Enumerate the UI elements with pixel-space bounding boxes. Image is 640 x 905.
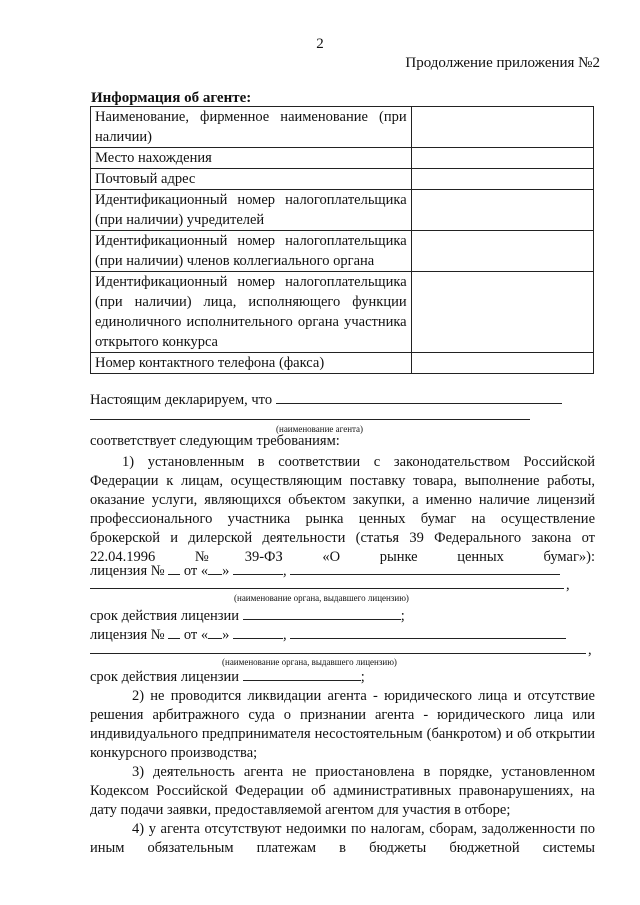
requirement-3: 3) деятельность агента не приостановлена в порядке, установленном Кодексом Российской Федерации об административных правонарушениях, на дату подачи заявки, предоставляемой агентом для участия в отборе; [90,764,595,818]
table-row [91,231,594,272]
license-day-blank[interactable] [208,562,222,575]
license-from: от « [183,563,209,579]
row-label-location: Место нахождения [91,148,412,169]
table-row [91,148,594,169]
license-close: » [222,563,230,579]
declaration-line [90,391,562,409]
license-1-comma: , [566,577,570,593]
row-label-name: Наименование, фирменное наименование (при наличии) [91,107,412,148]
requirement-2: 2) не проводится ликвидации агента - юридического лица и отсутствие решения арбитражного суда о признании агента - юридического лица или индивидуального предпринимателя несостоятельным (банкротом) и об открытии конкурсного производства; [90,688,595,761]
row-value-cell [411,148,593,169]
row-label-postal-address: Почтовый адрес [91,169,412,190]
license-2-authority-line[interactable] [90,653,586,654]
license-close: » [222,627,230,643]
agent-name-blank[interactable] [276,391,562,404]
row-value-cell [411,231,593,272]
license-authority-blank[interactable] [290,626,566,639]
agent-name-caption: (наименование агента) [276,424,364,434]
license-from: от « [183,627,209,643]
row-value-cell [411,107,593,148]
license-label: лицензия № [90,563,165,579]
row-label-inn-executive: Идентификационный номер налогоплательщика (при наличии) лица, исполняющего функции единоличного исполнительного органа участника открытого конкурса [91,272,412,353]
row-value-cell [411,169,593,190]
validity-label: срок действия лицензии [90,608,240,624]
license-1-line [90,562,560,580]
row-value-cell [411,353,593,374]
row-value-cell [411,190,593,231]
requirement-1: 1) установленным в соответствии с законодательством Российской Федерации к лицам, осуществляющим поставку товара, выполнение работы, оказание услуги, являющихся объектом закупки, а именно наличие лицензий профессионального участника рынка ценных бумаг на осуществление брокерской и дилерской деятельности (статья 39 Федерального закона от 22.04.1996 №39-ФЗ «О рынке ценных бумаг»): [90,454,595,565]
row-value-cell [411,272,593,353]
conforms-text: соответствует следующим требованиям: [90,433,340,449]
row-label-inn-board: Идентификационный номер налогоплательщика (при наличии) членов коллегиального органа [91,231,412,272]
row-label-phone: Номер контактного телефона (факса) [91,353,412,374]
table-row [91,169,594,190]
validity-semicolon: ; [400,608,405,624]
validity-label: срок действия лицензии [90,669,240,685]
license-1-authority-caption: (наименование органа, выдавшего лицензию) [234,593,409,603]
page-number: 2 [316,36,324,52]
license-2-comma: , [588,642,592,658]
license-2-validity [90,668,365,686]
table-row [91,107,594,148]
license-month-blank[interactable] [233,562,283,575]
license-1-authority-line[interactable] [90,588,564,589]
license-label: лицензия № [90,627,165,643]
requirement-4: 4) у агента отсутствуют недоимки по налогам, сборам, задолженности по иным обязательным платежам в бюджеты бюджетной системы [90,821,595,856]
validity-blank[interactable] [243,668,361,681]
license-number-blank[interactable] [168,562,180,575]
validity-semicolon: ; [360,669,365,685]
validity-blank[interactable] [243,607,401,620]
license-2-authority-caption: (наименование органа, выдавшего лицензию) [222,657,397,667]
license-day-blank[interactable] [208,626,222,639]
appendix-title: Продолжение приложения №2 [405,55,600,71]
license-month-blank[interactable] [233,626,283,639]
table-row [91,272,594,353]
declaration-prefix: Настоящим декларируем, что [90,392,273,408]
license-1-validity [90,607,405,625]
table-row [91,353,594,374]
license-number-blank[interactable] [168,626,180,639]
license-comma: , [282,627,287,643]
table-row [91,190,594,231]
license-2-line [90,626,566,644]
license-comma: , [282,563,287,579]
agent-info-table [90,106,594,374]
agent-info-heading: Информация об агенте: [91,90,252,106]
agent-name-blank-line[interactable] [90,419,530,420]
row-label-inn-founders: Идентификационный номер налогоплательщика (при наличии) учредителей [91,190,412,231]
license-authority-blank[interactable] [290,562,560,575]
